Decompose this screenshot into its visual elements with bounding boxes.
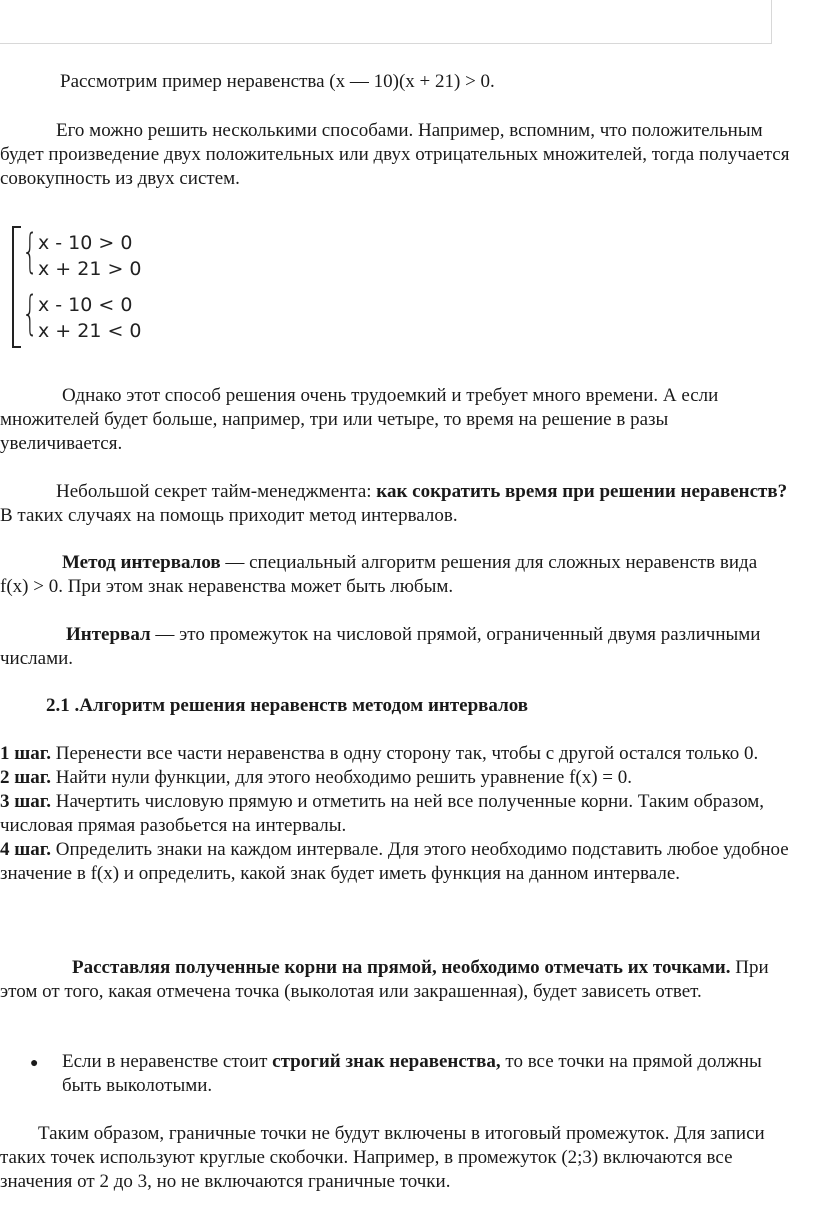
paragraph-text: Его можно решить несколькими способами. Например, вспомним, что положительным будет произведение двух положительных или двух отрицательных множителей, тогда получается совокупность из двух систем. (0, 120, 790, 189)
inequality-line: x + 21 > 0 (38, 258, 142, 280)
paragraph-text: Однако этот способ решения очень трудоемкий и требует много времени. А если множителей будет больше, например, три или четыре, то время на решение в разы увеличивается. (0, 385, 719, 454)
paragraph-text: Рассмотрим пример неравенства (х — 10)(х + 21) > 0. (60, 71, 495, 92)
heading-label: 2.1 .Алгоритм решения неравенств методом интервалов (46, 695, 529, 716)
paragraph-text (0, 623, 790, 671)
step-item (0, 766, 790, 790)
text-tail: — специальный алгоритм решения для сложных неравенств вида f(x) > 0. При этом знак неравенства может быть любым. (0, 552, 758, 597)
square-bracket (12, 226, 21, 348)
system-of-inequalities (12, 226, 162, 348)
step-label: 3 шаг. (0, 791, 52, 812)
paragraph-methods (0, 119, 790, 191)
step-label: 1 шаг. (0, 743, 52, 764)
text-tail: При этом от того, какая отмечена точка (выколотая или закрашенная), будет зависеть ответ. (0, 957, 769, 1002)
text-bold: Интервал (66, 624, 151, 645)
step-text: Перенести все части неравенства в одну сторону так, чтобы с другой остался только 0. (51, 743, 759, 764)
text-tail: то все точки на прямой должны быть выколотыми. (62, 1051, 762, 1096)
text-bold: Метод интервалов (62, 552, 221, 573)
step-text: Найти нули функции, для этого необходимо решить уравнение f(x) = 0. (51, 767, 633, 788)
inequality-line: x + 21 < 0 (38, 320, 142, 342)
paragraph-interval-definition (0, 623, 790, 671)
step-text: Определить знаки на каждом интервале. Для этого необходимо подставить любое удобное значение в f(x) и определить, какой знак будет иметь функция на данном интервале. (0, 839, 789, 884)
text-bold: как сократить время при решении неравенств? (376, 481, 788, 502)
text-tail: — это промежуток на числовой прямой, ограниченный двумя различными числами. (0, 624, 761, 669)
paragraph-text: Таким образом, граничные точки не будут включены в итоговый промежуток. Для записи таких точек используют круглые скобочки. Например, в промежуток (2;3) включаются все значения от 2 до 3, но не включаются граничные точки. (0, 1123, 765, 1192)
text-lead: Если в неравенстве стоит (62, 1051, 273, 1072)
step-text: Начертить числовую прямую и отметить на ней все полученные корни. Таким образом, числовая прямая разобьется на интервалы. (0, 791, 764, 836)
paragraph-points (0, 956, 790, 1004)
inequality-line: x - 10 > 0 (38, 232, 133, 254)
text-tail: В таких случаях на помощь приходит метод интервалов. (0, 505, 458, 526)
header-box (0, 0, 772, 44)
algorithm-steps (0, 742, 790, 886)
paragraph-conclusion (0, 1122, 790, 1194)
section-heading (46, 694, 816, 718)
paragraph-secret (0, 480, 790, 528)
heading-text (46, 694, 816, 718)
text-lead: Небольшой секрет тайм-менеджмента: (56, 481, 377, 502)
list-item-text (62, 1050, 782, 1098)
paragraph-text (0, 480, 790, 528)
curly-brace-icon: { (22, 286, 39, 340)
paragraph-however (0, 384, 790, 456)
bullet-icon: ● (30, 1056, 39, 1071)
list-item (62, 1050, 782, 1098)
paragraph-method-definition (0, 551, 790, 599)
paragraph-text (0, 551, 790, 599)
text-bold: строгий знак неравенства, (272, 1051, 501, 1072)
paragraph-intro (0, 70, 790, 94)
step-item (0, 790, 790, 838)
inequality-line: x - 10 < 0 (38, 294, 133, 316)
paragraph-text (0, 956, 790, 1004)
step-label: 4 шаг. (0, 839, 52, 860)
curly-brace-icon: { (22, 224, 39, 278)
step-item (0, 838, 790, 886)
text-bold: Расставляя полученные корни на прямой, необходимо отмечать их точками. (72, 957, 731, 978)
step-label: 2 шаг. (0, 767, 52, 788)
step-item (0, 742, 790, 766)
